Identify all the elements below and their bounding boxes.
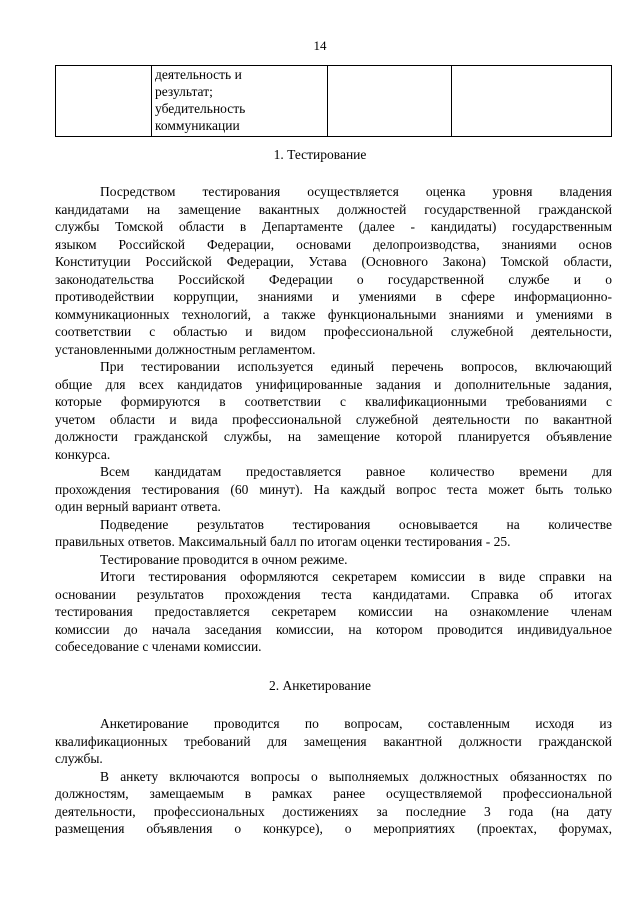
- section-heading-questionnaire: 2. Анкетирование: [269, 678, 371, 693]
- text-line: конкурса.: [55, 446, 111, 462]
- paragraph: [55, 715, 612, 838]
- section-heading-testing: 1. Тестирование: [273, 147, 367, 162]
- table-fragment: [55, 65, 612, 137]
- table-row: [56, 66, 612, 137]
- text-line: один верный вариант ответа.: [55, 499, 221, 514]
- paragraph: [55, 183, 612, 656]
- text-line: законодательства Российской Федерации о государственной службе и о: [55, 271, 612, 287]
- text-line: квалификационных требований для замещения вакантной должности гражданской: [55, 733, 612, 749]
- text-line: службы.: [55, 751, 103, 766]
- text-line: кандидатами на замещение вакантных должностей государственной гражданской: [55, 201, 612, 217]
- text-line: прохождения тестирования (60 минут). На каждый вопрос теста может быть только: [55, 481, 612, 497]
- table-cell: [452, 66, 612, 137]
- text-line: Всем кандидатам предоставляется равное количество времени для: [100, 464, 612, 479]
- text-line: Подведение результатов тестирования основывается на количестве: [100, 516, 612, 532]
- cell-line: убедительность: [155, 101, 246, 116]
- page-number: 14: [313, 38, 327, 53]
- text-line: основании результатов прохождения теста кандидатами. Справка об итогах: [55, 586, 612, 602]
- text-line: Итоги тестирования оформляются секретарем комиссии в виде справки на: [100, 569, 612, 584]
- cell-line: деятельность и: [155, 67, 242, 82]
- text-line: комиссии до начала заседания комиссии, на котором проводится индивидуальное: [55, 621, 612, 637]
- text-line: установленными должностным регламентом.: [55, 341, 316, 357]
- text-line: тестирования предоставляется секретарем комиссии на ознакомление членам: [55, 604, 612, 619]
- text-line: Анкетирование проводится по вопросам, составленным исходя из: [100, 716, 612, 731]
- text-line: правильных ответов. Максимальный балл по итогам оценки тестирования - 25.: [55, 534, 511, 549]
- cell-line: коммуникации: [155, 118, 240, 133]
- text-line: общие для всех кандидатов унифицированные задания и дополнительные задания,: [55, 376, 612, 392]
- table-cell-competence: [152, 66, 328, 137]
- text-line: должности гражданской службы, на замещение которой планируется объявление: [55, 429, 612, 444]
- cell-line: результат;: [155, 84, 213, 99]
- text-line: соответствии с областью и видом профессиональной служебной деятельности,: [55, 324, 612, 339]
- text-line: языком Российской Федерации, основами делопроизводства, знаниями основ: [55, 236, 612, 252]
- text-line: службы Томской области в Департаменте (далее - кандидаты) государственным: [55, 219, 612, 234]
- text-line: деятельности, профессиональных достижениях за последние 3 года (на дату: [55, 803, 612, 819]
- text-line: противодействии коррупции, знаниями и умениями в сфере информационно-: [55, 289, 612, 304]
- text-line: коммуникационных технологий, а также функциональными знаниями и умениями в: [55, 306, 612, 322]
- text-line: размещения объявления о конкурсе), о мероприятиях (проектах, форумах,: [55, 821, 612, 836]
- text-line: собеседование с членами комиссии.: [55, 639, 262, 654]
- table-cell: [56, 66, 152, 137]
- text-line: которые формируются в соответствии с квалификационными требованиями с: [55, 394, 612, 409]
- text-line: учетом области и вида профессиональной служебной деятельности по вакантной: [55, 411, 612, 427]
- text-line: В анкету включаются вопросы о выполняемых должностных обязанностях по: [100, 768, 612, 784]
- text-line: Конституции Российской Федерации, Устава (Основного Закона) Томской области,: [55, 254, 612, 269]
- text-line: При тестировании используется единый перечень вопросов, включающий: [100, 359, 612, 374]
- text-line: Посредством тестирования осуществляется оценка уровня владения: [100, 184, 612, 199]
- table-cell: [328, 66, 452, 137]
- text-line: должностям, замещаемым в рамках ранее осуществляемой профессиональной: [55, 786, 612, 801]
- text-line: Тестирование проводится в очном режиме.: [100, 551, 348, 567]
